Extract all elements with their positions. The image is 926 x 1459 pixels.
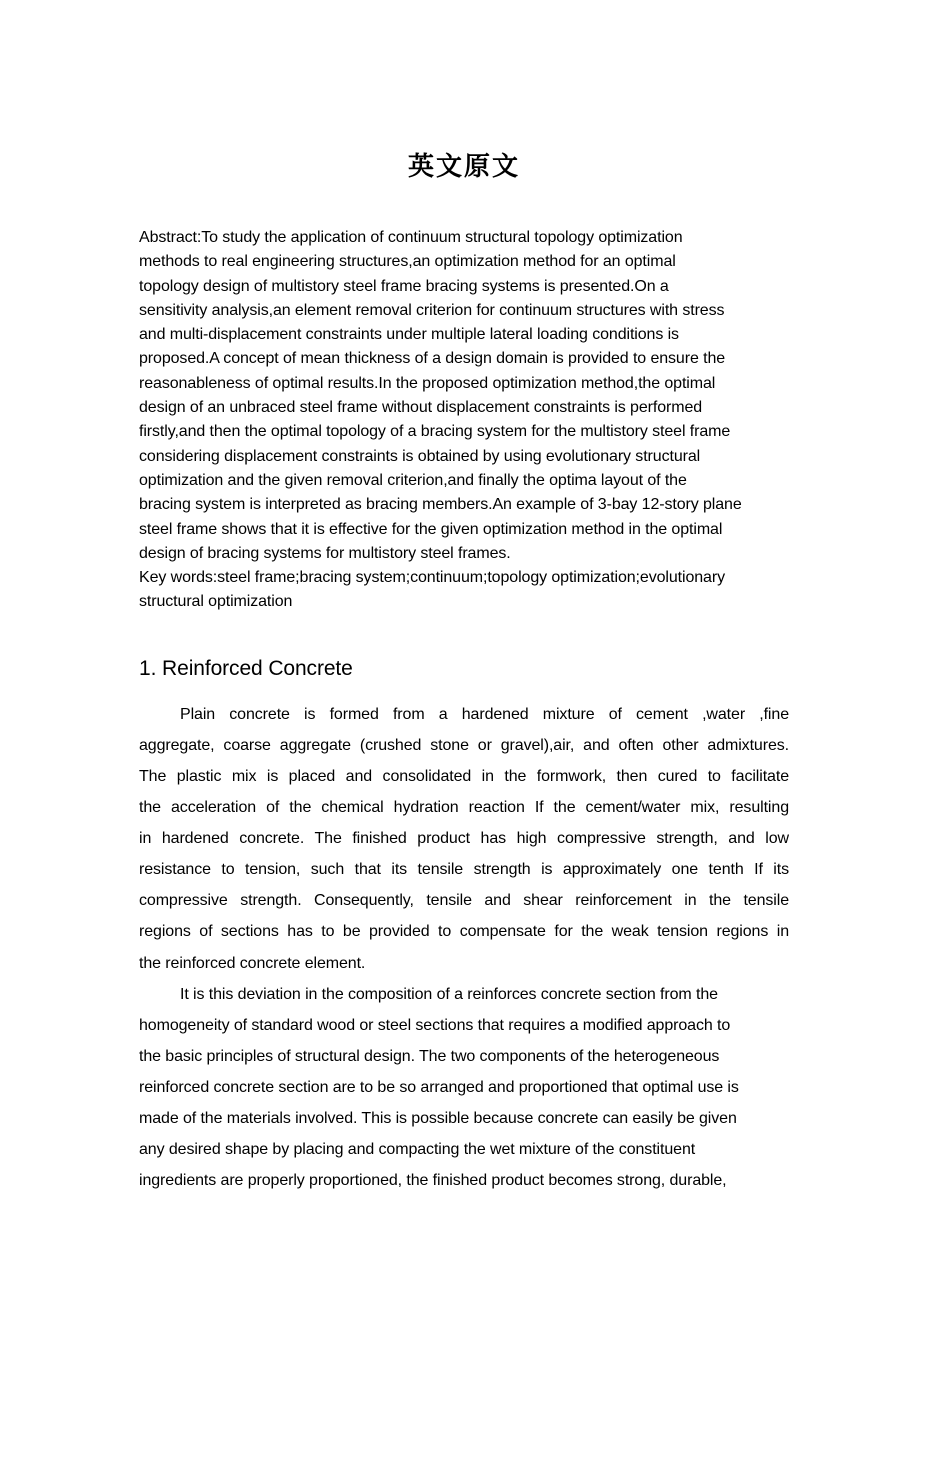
text-line: regions of sections has to be provided to compensate for the weak tension regions in [139, 923, 789, 941]
text-line: the basic principles of structural design. The two components of the heterogeneous [139, 1047, 720, 1065]
text-line: any desired shape by placing and compacting the wet mixture of the constituent [139, 1141, 696, 1159]
text-line: made of the materials involved. This is possible because concrete can easily be given [139, 1109, 737, 1127]
text-line: steel frame shows that it is effective for the given optimization method in the optimal [139, 520, 723, 538]
body-paragraph-1 [139, 699, 789, 979]
text-line: proposed.A concept of mean thickness of a design domain is provided to ensure the [139, 350, 726, 368]
text-line: and multi-displacement constraints under multiple lateral loading conditions is [139, 326, 679, 344]
text-line: bracing system is interpreted as bracing members.An example of 3-bay 12-story plane [139, 496, 742, 514]
text-line: in hardened concrete. The finished product has high compressive strength, and low [139, 830, 789, 848]
text-line: The plastic mix is placed and consolidated in the formwork, then cured to facilitate [139, 767, 789, 785]
keywords-paragraph [139, 566, 789, 615]
text-line: considering displacement constraints is obtained by using evolutionary structural [139, 447, 701, 465]
text-line: compressive strength. Consequently, tensile and shear reinforcement in the tensile [139, 892, 789, 910]
text-line: resistance to tension, such that its tensile strength is approximately one tenth If its [139, 861, 789, 879]
text-line: reinforced concrete section are to be so arranged and proportioned that optimal use is [139, 1078, 739, 1096]
document-page [139, 150, 789, 1196]
text-line: optimization and the given removal criterion,and finally the optima layout of the [139, 471, 687, 489]
text-line: reasonableness of optimal results.In the proposed optimization method,the optimal [139, 374, 716, 392]
text-line: homogeneity of standard wood or steel sections that requires a modified approach to [139, 1016, 731, 1034]
text-line: Abstract:To study the application of continuum structural topology optimization [139, 229, 683, 246]
text-line: structural optimization [139, 593, 293, 611]
text-line: Plain concrete is formed from a hardened mixture of cement ,water ,fine [180, 705, 789, 723]
abstract-paragraph [139, 226, 789, 566]
section-heading: 1. Reinforced Concrete [139, 656, 353, 680]
text-line: sensitivity analysis,an element removal criterion for continuum structures with stress [139, 301, 725, 319]
text-line: topology design of multistory steel frame bracing systems is presented.On a [139, 277, 669, 295]
text-line: methods to real engineering structures,an optimization method for an optimal [139, 253, 676, 271]
body-paragraph-2 [139, 979, 789, 1197]
text-line: aggregate, coarse aggregate (crushed stone or gravel),air, and often other admixtures. [139, 736, 789, 754]
text-line: the reinforced concrete element. [139, 954, 366, 972]
text-line: ingredients are properly proportioned, the finished product becomes strong, durable, [139, 1172, 727, 1190]
page-title: 英文原文 [407, 151, 520, 181]
text-line: It is this deviation in the composition of a reinforces concrete section from the [180, 985, 718, 1003]
text-line: design of an unbraced steel frame without displacement constraints is performed [139, 399, 703, 417]
text-line: Key words:steel frame;bracing system;continuum;topology optimization;evolutionary [139, 569, 725, 587]
text-line: the acceleration of the chemical hydration reaction If the cement/water mix, resulting [139, 799, 789, 817]
text-line: design of bracing systems for multistory steel frames. [139, 544, 511, 562]
text-line: firstly,and then the optimal topology of a bracing system for the multistory steel frame [139, 423, 731, 441]
